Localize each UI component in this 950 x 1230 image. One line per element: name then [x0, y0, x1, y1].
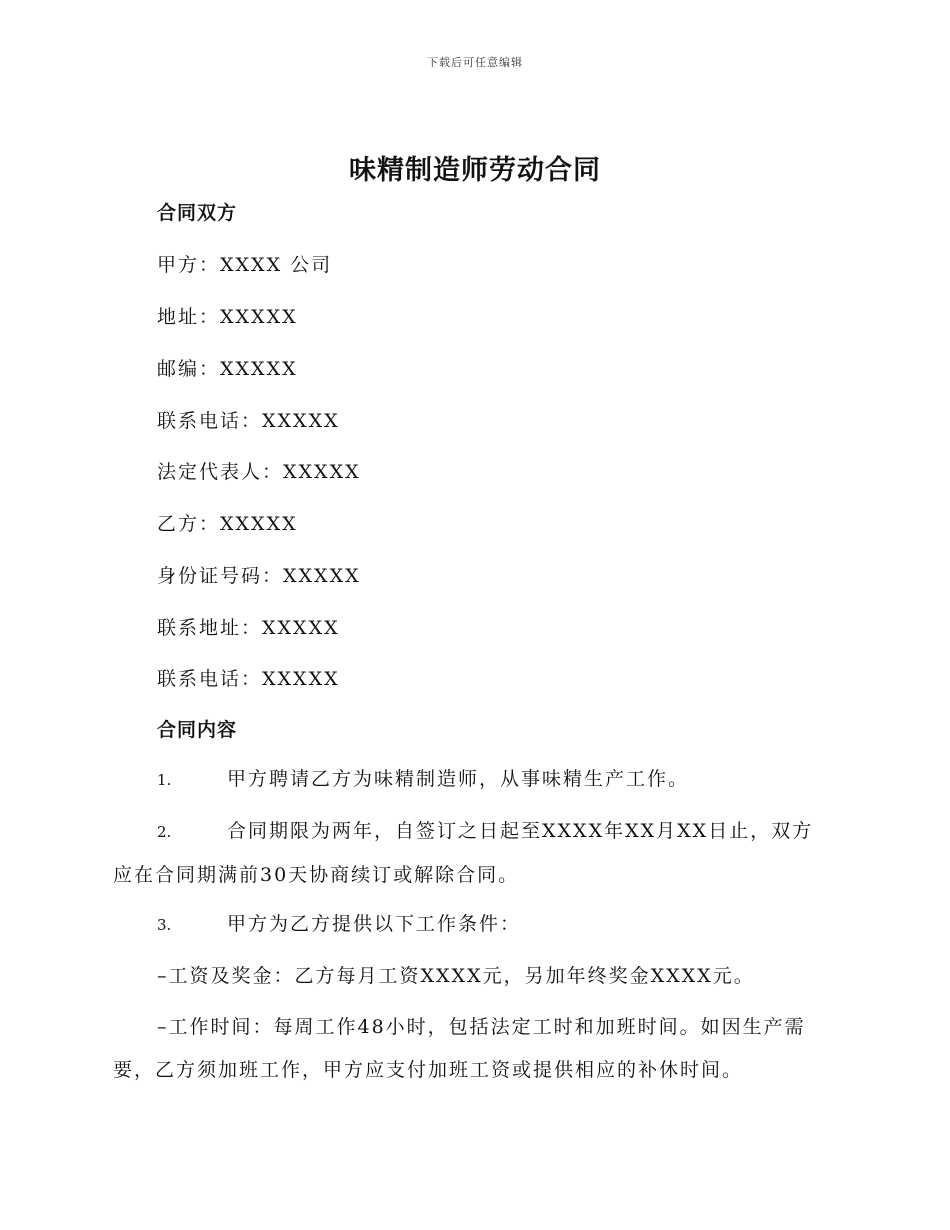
clause-number: 2. [157, 823, 172, 841]
party-line-address: 地址：XXXXX [157, 306, 298, 328]
party-line-phone: 联系电话：XXXXX [157, 410, 340, 432]
party-line-party-a: 甲方：XXXX 公司 [157, 254, 333, 276]
parties-heading: 合同双方 [157, 202, 238, 224]
clause-number: 1. [157, 771, 172, 789]
party-line-contact-phone: 联系电话：XXXXX [157, 668, 340, 690]
document-title: 味精制造师劳动合同 [349, 155, 601, 186]
party-line-party-b: 乙方：XXXXX [157, 513, 298, 535]
party-line-id-number: 身份证号码：XXXXX [157, 565, 361, 587]
party-line-contact-address: 联系地址：XXXXX [157, 617, 340, 639]
clause-3 [113, 903, 829, 947]
header-note: 下载后可任意编辑 [427, 56, 523, 69]
party-line-legal-rep: 法定代表人：XXXXX [157, 461, 361, 483]
bullet-work-hours: –工作时间：每周工作48小时，包括法定工时和加班时间。如因生产需要，乙方须加班工作，甲方应支付加班工资或提供相应的补休时间。 [113, 1016, 806, 1081]
bullet-wages: –工资及奖金：乙方每月工资XXXX元，另加年终奖金XXXX元。 [157, 965, 755, 987]
content-heading: 合同内容 [157, 719, 238, 741]
clause-number: 3. [157, 916, 172, 934]
clause-2 [113, 810, 829, 897]
clause-text: 合同期限为两年，自签订之日起至XXXX年XX月XX日止，双方应在合同期满前30天协商续订或解除合同。 [113, 820, 814, 886]
clause-1 [113, 758, 829, 802]
clause-text: 甲方为乙方提供以下工作条件： [227, 913, 522, 935]
clause-text: 甲方聘请乙方为味精制造师，从事味精生产工作。 [227, 768, 690, 790]
party-line-postcode: 邮编：XXXXX [157, 358, 298, 380]
